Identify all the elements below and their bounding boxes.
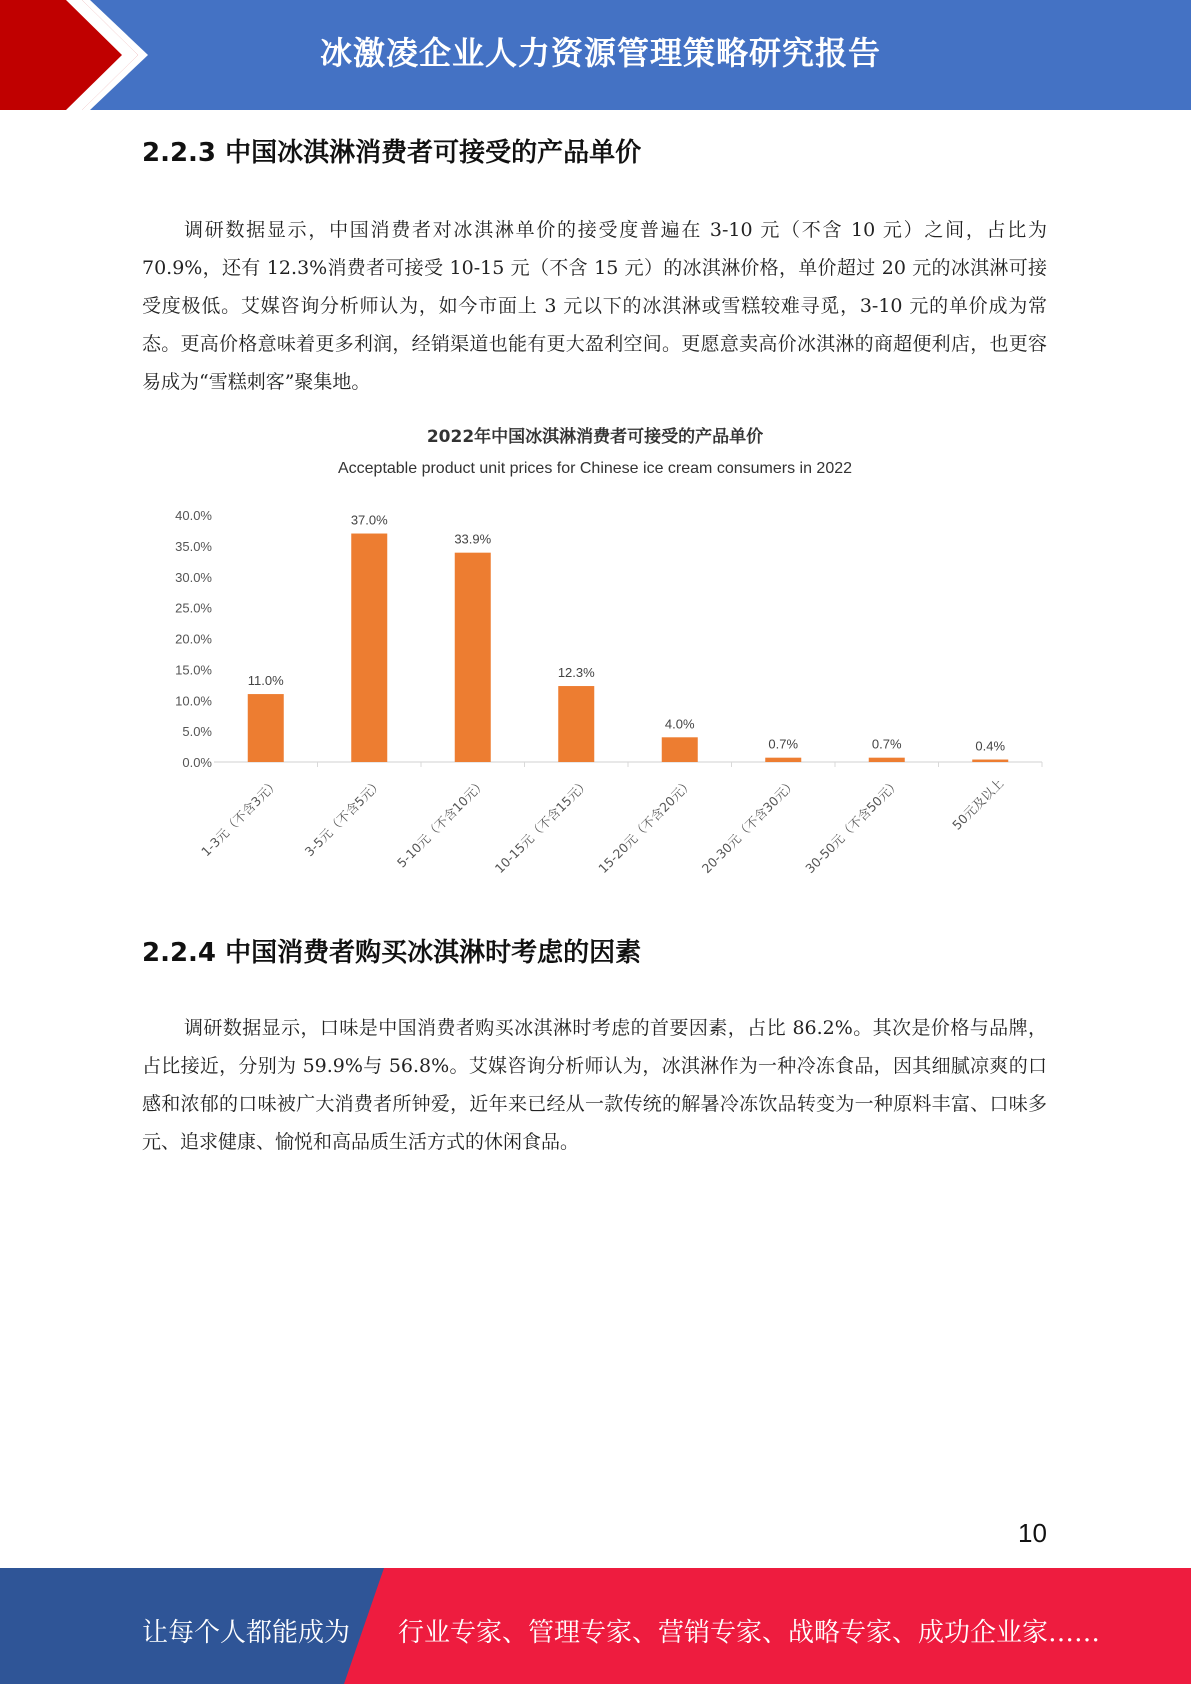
bar (869, 758, 905, 762)
bar-value-label: 12.3% (557, 665, 595, 681)
chart-canvas (140, 415, 1060, 905)
x-tick-label: 10-15元（不含15元） (491, 775, 593, 877)
section-heading-2-2-4: 2.2.4 中国消费者购买冰淇淋时考虑的因素 (142, 938, 642, 968)
y-tick-label: 0.0% (182, 755, 212, 770)
y-tick-label: 30.0% (175, 569, 212, 585)
x-tick-label: 3-5元（不含5元） (301, 775, 386, 860)
bar (662, 737, 698, 762)
x-tick-label: 15-20元（不含20元） (595, 775, 696, 877)
bar-value-label: 11.0% (247, 673, 284, 689)
y-tick-label: 15.0% (175, 662, 212, 678)
x-tick-label: 5-10元（不含10元） (393, 775, 489, 871)
y-tick-label: 40.0% (175, 508, 212, 523)
bar (558, 686, 594, 762)
x-tick-label: 50元及以上 (949, 775, 1007, 833)
x-tick-label: 1-3元（不含3元） (198, 775, 282, 860)
bar-value-label: 0.7% (768, 736, 799, 752)
bar (765, 758, 801, 762)
bar-value-label: 0.7% (871, 736, 902, 752)
report-title: 冰激凌企业人力资源管理策略研究报告 (320, 34, 882, 72)
section-paragraph-2-2-4: 调研数据显示，口味是中国消费者购买冰淇淋时考虑的首要因素，占比 86.2%。其次是价格与品牌，占比接近，分别为 59.9%与 56.8%。艾媒咨询分析师认为，冰淇淋作为一种冷冻食品，因其细腻凉爽的口感和浓郁的口味被广大消费者所钟爱，近年来已经从一款传统的解暑冷冻饮品转变为一种原料丰富、口味多元、追求健康、愉悦和高品质生活方式的休闲食品。 (142, 1017, 1047, 1153)
chart-subtitle: Acceptable product unit prices for Chinese ice cream consumers in 2022 (337, 460, 853, 477)
bar-value-label: 33.9% (454, 531, 492, 547)
section-paragraph-2-2-3: 调研数据显示，中国消费者对冰淇淋单价的接受度普遍在 3-10 元（不含 10 元）之间，占比为 70.9%，还有 12.3%消费者可接受 10-15 元（不含 15 元）的冰淇淋价格，单价超过 20 元的冰淇淋可接受度极低。艾媒咨询分析师认为，如今市面上 3 元以下的冰淇淋或雪糕较难寻觅，3-10 元的单价成为常态。更高价格意味着更多利润，经销渠道也能有更大盈利空间。更愿意卖高价冰淇淋的商超便利店，也更容易成为“雪糕刺客”聚集地。 (142, 219, 1047, 393)
y-tick-label: 25.0% (175, 600, 212, 616)
bar-value-label: 0.4% (975, 738, 1006, 754)
chart-title: 2022年中国冰淇淋消费者可接受的产品单价 (426, 427, 764, 447)
x-tick-label: 20-30元（不含30元） (698, 775, 800, 877)
y-tick-label: 35.0% (175, 538, 212, 554)
bar-value-label: 37.0% (350, 512, 388, 528)
bar (248, 694, 284, 762)
section-heading-2-2-3: 2.2.3 中国冰淇淋消费者可接受的产品单价 (142, 138, 642, 168)
footer-slogan-right: 行业专家、管理专家、营销专家、战略专家、成功企业家…… (398, 1618, 1101, 1648)
bar (351, 534, 387, 762)
page-header (0, 0, 1191, 110)
bar-value-label: 4.0% (664, 716, 695, 732)
footer-slogan-left: 让每个人都能成为 (142, 1618, 351, 1648)
page-footer (0, 1568, 1191, 1684)
bar (972, 760, 1008, 762)
x-tick-label: 30-50元（不含50元） (802, 775, 903, 877)
bar (455, 553, 491, 762)
page-number: 10 (1018, 1518, 1047, 1548)
price-acceptance-chart (140, 415, 1060, 905)
y-tick-label: 20.0% (175, 631, 212, 647)
y-tick-label: 10.0% (175, 693, 212, 709)
y-tick-label: 5.0% (182, 724, 212, 740)
